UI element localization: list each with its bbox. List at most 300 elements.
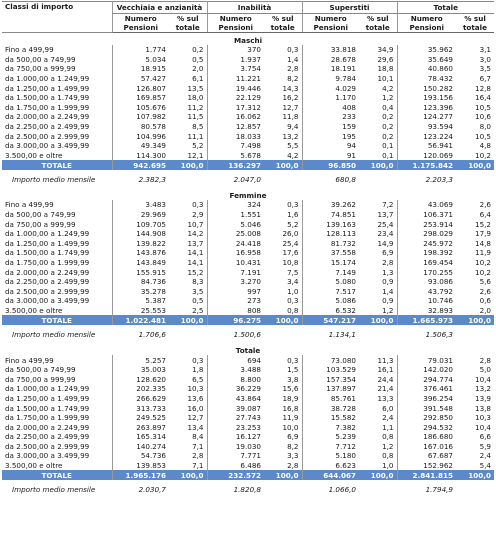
percent-cell: 7,2 <box>382 200 394 210</box>
count-cell: 1.937 <box>207 55 264 65</box>
percent-cell: 2,9 <box>192 210 204 220</box>
count-cell: 7.382 <box>302 422 359 432</box>
percent-cell: 8,2 <box>287 74 299 84</box>
percent-cell: 6,5 <box>192 374 204 384</box>
percent-cell: 12,8 <box>475 83 492 93</box>
percent-cell: 1,3 <box>382 267 394 277</box>
sub-header-percent: % sul totale <box>359 14 397 33</box>
count-cell: 139.163 <box>302 219 359 229</box>
average-row <box>2 325 494 343</box>
count-cell: 694 <box>207 355 264 365</box>
count-cell: 198.392 <box>397 248 456 258</box>
count-cell: 56.941 <box>397 141 456 151</box>
total-percent-cell: 100,0 <box>264 315 302 325</box>
count-cell: 5.239 <box>302 432 359 442</box>
class-label: da 1.000,00 a 1.249,99 <box>5 384 90 394</box>
class-label: da 2.250,00 a 2.499,99 <box>5 277 90 287</box>
class-label: da 1.750,00 a 1.999,99 <box>5 413 90 423</box>
percent-cell: 8,0 <box>479 122 492 132</box>
count-cell: 5.086 <box>302 296 359 306</box>
count-cell: 67.687 <box>397 451 456 461</box>
count-cell: 35.278 <box>112 286 169 296</box>
percent-cell: 13,5 <box>187 83 204 93</box>
count-cell: 84.736 <box>112 277 169 287</box>
percent-cell: 0,3 <box>287 200 299 210</box>
table-row <box>2 355 494 365</box>
percent-cell: 0,3 <box>287 45 299 55</box>
percent-cell: 13,9 <box>475 393 492 403</box>
table-row <box>2 258 494 268</box>
percent-cell: 11,8 <box>282 112 299 122</box>
count-cell: 3.488 <box>207 365 264 375</box>
percent-cell: 0,5 <box>192 296 204 306</box>
count-cell: 43.864 <box>207 394 264 404</box>
percent-cell: 0,9 <box>382 296 394 306</box>
percent-cell: 2,0 <box>479 305 492 315</box>
percent-cell: 14,1 <box>187 257 204 267</box>
count-cell: 19.030 <box>207 442 264 452</box>
count-cell: 313.733 <box>112 403 169 413</box>
count-cell: 5.034 <box>112 55 169 65</box>
percent-cell: 14,2 <box>187 229 204 239</box>
average-label: Importo medio mensile <box>12 329 96 339</box>
count-cell: 5.257 <box>112 355 169 365</box>
count-cell: 128.113 <box>302 229 359 239</box>
average-value: 2.382,3 <box>138 174 166 184</box>
class-label: da 1.250,00 a 1.499,99 <box>5 238 90 248</box>
count-cell: 7.498 <box>207 141 264 151</box>
average-value: 2.203,3 <box>425 174 453 184</box>
table-row <box>2 384 494 394</box>
percent-cell: 13,2 <box>282 131 299 141</box>
total-percent-cell: 100,0 <box>456 315 494 325</box>
header-row-groups <box>2 2 494 14</box>
percent-cell: 16,2 <box>282 93 299 103</box>
percent-cell: 10,4 <box>475 374 492 384</box>
count-cell: 11.221 <box>207 74 264 84</box>
percent-cell: 0,5 <box>192 54 204 64</box>
pensions-table <box>2 1 494 498</box>
percent-cell: 7,1 <box>192 441 204 451</box>
count-cell: 105.676 <box>112 103 169 113</box>
group-header-inabilita: Inabilità <box>207 2 302 14</box>
percent-cell: 1,0 <box>382 461 394 471</box>
count-cell: 37.558 <box>302 248 359 258</box>
count-cell: 6.486 <box>207 461 264 471</box>
count-cell: 1.170 <box>302 93 359 103</box>
table-row <box>2 403 494 413</box>
percent-cell: 10,3 <box>475 413 492 423</box>
percent-cell: 0,1 <box>382 141 394 151</box>
percent-cell: 0,3 <box>192 200 204 210</box>
count-cell: 27.743 <box>207 413 264 423</box>
section-title: Femmine <box>229 191 267 201</box>
class-label: da 2.000,00 a 2.249,99 <box>5 112 90 122</box>
class-label: da 1.000,00 a 1.249,99 <box>5 74 90 84</box>
blank-cell <box>359 170 397 188</box>
average-row <box>2 170 494 188</box>
percent-cell: 10,7 <box>187 219 204 229</box>
percent-cell: 11,9 <box>475 248 492 258</box>
table-row <box>2 219 494 229</box>
count-cell: 18.191 <box>302 64 359 74</box>
total-row <box>2 470 494 480</box>
count-cell: 93.086 <box>397 277 456 287</box>
table-row <box>2 45 494 55</box>
count-cell: 128.620 <box>112 374 169 384</box>
percent-cell: 0,8 <box>382 432 394 442</box>
percent-cell: 6,9 <box>382 248 394 258</box>
total-count-cell: 1.665.973 <box>397 315 456 325</box>
class-label: da 1.250,00 a 1.499,99 <box>5 393 90 403</box>
count-cell: 22.129 <box>207 93 264 103</box>
total-count-cell: 232.572 <box>207 470 264 480</box>
table-row <box>2 413 494 423</box>
percent-cell: 10,8 <box>282 257 299 267</box>
percent-cell: 5,4 <box>479 461 492 471</box>
count-cell: 80.578 <box>112 122 169 132</box>
percent-cell: 24,4 <box>377 374 394 384</box>
percent-cell: 18,9 <box>282 393 299 403</box>
count-cell: 36.229 <box>207 384 264 394</box>
percent-cell: 8,3 <box>192 277 204 287</box>
count-cell: 24.418 <box>207 239 264 249</box>
count-cell: 7.149 <box>302 267 359 277</box>
average-label: Importo medio mensile <box>12 174 96 184</box>
total-percent-cell: 100,0 <box>359 315 397 325</box>
count-cell: 150.282 <box>397 83 456 93</box>
total-count-cell: 1.022.481 <box>112 315 169 325</box>
count-cell: 16.127 <box>207 432 264 442</box>
table-row <box>2 394 494 404</box>
table-row <box>2 239 494 249</box>
count-cell: 376.461 <box>397 384 456 394</box>
class-label: da 750,00 a 999,99 <box>5 374 76 384</box>
sub-header-percent: % sul totale <box>264 14 302 33</box>
count-cell: 808 <box>207 306 264 316</box>
class-label: Fino a 499,99 <box>5 355 54 365</box>
percent-cell: 0,4 <box>382 102 394 112</box>
class-label: da 2.500,00 a 2.999,99 <box>5 441 90 451</box>
section-title-row <box>2 343 494 355</box>
table-row <box>2 306 494 316</box>
count-cell: 39.262 <box>302 200 359 210</box>
table-row <box>2 131 494 141</box>
table-row <box>2 141 494 151</box>
average-value: 2.047,0 <box>233 174 261 184</box>
count-cell: 93.594 <box>397 122 456 132</box>
count-cell: 104.996 <box>112 131 169 141</box>
count-cell: 28.678 <box>302 55 359 65</box>
count-cell: 140.274 <box>112 442 169 452</box>
class-label: da 1.250,00 a 1.499,99 <box>5 83 90 93</box>
total-percent-cell: 100,0 <box>169 470 207 480</box>
percent-cell: 0,2 <box>382 112 394 122</box>
percent-cell: 3,8 <box>287 374 299 384</box>
class-label: da 1.750,00 a 1.999,99 <box>5 102 90 112</box>
count-cell: 292.850 <box>397 413 456 423</box>
count-cell: 23.253 <box>207 422 264 432</box>
percent-cell: 2,6 <box>479 200 492 210</box>
percent-cell: 23,4 <box>377 229 394 239</box>
count-cell: 193.156 <box>397 93 456 103</box>
percent-cell: 5,5 <box>287 141 299 151</box>
total-percent-cell: 100,0 <box>359 160 397 170</box>
average-value: 1.134,1 <box>328 329 356 339</box>
total-percent-cell: 100,0 <box>359 470 397 480</box>
count-cell: 106.371 <box>397 210 456 220</box>
count-cell: 233 <box>302 112 359 122</box>
total-count-cell: 2.841.815 <box>397 470 456 480</box>
percent-cell: 25,4 <box>377 219 394 229</box>
percent-cell: 1,0 <box>287 286 299 296</box>
sub-header-numero: Numero Pensioni <box>112 14 169 33</box>
percent-cell: 5,9 <box>479 441 492 451</box>
count-cell: 49.349 <box>112 141 169 151</box>
total-count-cell: 547.217 <box>302 315 359 325</box>
percent-cell: 0,8 <box>382 451 394 461</box>
group-header-superstiti: Superstiti <box>302 2 397 14</box>
count-cell: 6.532 <box>302 306 359 316</box>
count-cell: 7.771 <box>207 451 264 461</box>
count-cell: 8.800 <box>207 374 264 384</box>
blank-cell <box>169 170 207 188</box>
count-cell: 7.517 <box>302 286 359 296</box>
blank-cell <box>169 480 207 498</box>
table-row <box>2 432 494 442</box>
percent-cell: 3,4 <box>287 277 299 287</box>
count-cell: 370 <box>207 45 264 55</box>
total-row <box>2 315 494 325</box>
count-cell: 38.728 <box>302 403 359 413</box>
total-count-cell: 1.175.842 <box>397 160 456 170</box>
percent-cell: 13,7 <box>187 238 204 248</box>
table-row <box>2 422 494 432</box>
section-title-row <box>2 188 494 200</box>
percent-cell: 0,1 <box>382 150 394 160</box>
class-label: da 2.500,00 a 2.999,99 <box>5 131 90 141</box>
sub-header-numero: Numero Pensioni <box>302 14 359 33</box>
count-cell: 94 <box>302 141 359 151</box>
percent-cell: 13,6 <box>187 393 204 403</box>
count-cell: 114.300 <box>112 151 169 161</box>
blank-cell <box>456 325 494 343</box>
count-cell: 15.582 <box>302 413 359 423</box>
table-row <box>2 248 494 258</box>
percent-cell: 1,2 <box>382 305 394 315</box>
count-cell: 142.020 <box>397 365 456 375</box>
total-percent-cell: 100,0 <box>456 160 494 170</box>
percent-cell: 2,8 <box>192 451 204 461</box>
count-cell: 43.792 <box>397 286 456 296</box>
percent-cell: 7,1 <box>192 461 204 471</box>
average-value: 680,8 <box>335 174 356 184</box>
percent-cell: 1,5 <box>287 365 299 375</box>
percent-cell: 5,2 <box>287 219 299 229</box>
percent-cell: 16,1 <box>377 365 394 375</box>
sub-header-percent: % sul totale <box>456 14 494 33</box>
percent-cell: 5,2 <box>192 141 204 151</box>
percent-cell: 13,3 <box>377 393 394 403</box>
count-cell: 9.784 <box>302 74 359 84</box>
section-title: Maschi <box>233 36 263 45</box>
count-cell: 35.649 <box>397 55 456 65</box>
table-row <box>2 374 494 384</box>
percent-cell: 10,4 <box>475 422 492 432</box>
percent-cell: 16,0 <box>187 403 204 413</box>
average-value: 1.820,8 <box>233 484 261 494</box>
percent-cell: 6,1 <box>192 74 204 84</box>
class-label: da 1.750,00 a 1.999,99 <box>5 257 90 267</box>
total-label: TOTALE <box>2 160 112 170</box>
table-row <box>2 64 494 74</box>
percent-cell: 16,8 <box>282 403 299 413</box>
count-cell: 109.705 <box>112 219 169 229</box>
total-count-cell: 96.275 <box>207 315 264 325</box>
percent-cell: 0,6 <box>479 296 492 306</box>
class-label: 3.500,00 e oltre <box>5 305 63 315</box>
percent-cell: 4,2 <box>382 83 394 93</box>
table-row <box>2 151 494 161</box>
count-cell: 324 <box>207 200 264 210</box>
table-row <box>2 122 494 132</box>
count-cell: 3.754 <box>207 64 264 74</box>
count-cell: 294.774 <box>397 374 456 384</box>
percent-cell: 11,3 <box>377 355 394 365</box>
count-cell: 40.860 <box>397 64 456 74</box>
count-cell: 139.853 <box>112 461 169 471</box>
total-percent-cell: 100,0 <box>264 160 302 170</box>
average-value: 1.506,3 <box>425 329 453 339</box>
percent-cell: 10,1 <box>377 74 394 84</box>
percent-cell: 14,1 <box>187 248 204 258</box>
count-cell: 54.736 <box>112 451 169 461</box>
count-cell: 3.270 <box>207 277 264 287</box>
count-cell: 137.897 <box>302 384 359 394</box>
percent-cell: 6,0 <box>382 403 394 413</box>
count-cell: 43.069 <box>397 200 456 210</box>
percent-cell: 10,2 <box>475 267 492 277</box>
count-cell: 79.031 <box>397 355 456 365</box>
class-label: da 2.250,00 a 2.499,99 <box>5 122 90 132</box>
percent-cell: 10,5 <box>475 102 492 112</box>
count-cell: 5.046 <box>207 219 264 229</box>
count-cell: 126.807 <box>112 83 169 93</box>
percent-cell: 1,4 <box>287 54 299 64</box>
percent-cell: 11,1 <box>187 131 204 141</box>
percent-cell: 18,8 <box>377 64 394 74</box>
table-row <box>2 267 494 277</box>
percent-cell: 1,4 <box>382 286 394 296</box>
percent-cell: 0,3 <box>287 296 299 306</box>
blank-cell <box>169 325 207 343</box>
total-label: TOTALE <box>2 315 112 325</box>
percent-cell: 2,8 <box>287 461 299 471</box>
class-label: da 1.500,00 a 1.749,99 <box>5 93 90 103</box>
count-cell: 10.431 <box>207 258 264 268</box>
percent-cell: 10,6 <box>475 112 492 122</box>
count-cell: 408 <box>302 103 359 113</box>
count-cell: 167.016 <box>397 442 456 452</box>
total-count-cell: 96.850 <box>302 160 359 170</box>
total-count-cell: 942.695 <box>112 160 169 170</box>
percent-cell: 3,3 <box>287 451 299 461</box>
percent-cell: 14,9 <box>377 238 394 248</box>
percent-cell: 0,2 <box>382 131 394 141</box>
percent-cell: 15,2 <box>187 267 204 277</box>
total-count-cell: 644.067 <box>302 470 359 480</box>
percent-cell: 8,4 <box>192 432 204 442</box>
table-row <box>2 200 494 210</box>
blank-cell <box>456 170 494 188</box>
percent-cell: 15,6 <box>282 384 299 394</box>
class-header: Classi di importo <box>2 2 112 33</box>
percent-cell: 5,6 <box>479 277 492 287</box>
average-label: Importo medio mensile <box>12 484 96 494</box>
percent-cell: 12,1 <box>187 150 204 160</box>
percent-cell: 0,3 <box>287 355 299 365</box>
percent-cell: 18,0 <box>187 93 204 103</box>
percent-cell: 2,4 <box>479 451 492 461</box>
count-cell: 5.180 <box>302 451 359 461</box>
count-cell: 18.033 <box>207 131 264 141</box>
percent-cell: 3,0 <box>479 54 492 64</box>
count-cell: 997 <box>207 286 264 296</box>
blank-cell <box>359 325 397 343</box>
total-count-cell: 136.297 <box>207 160 264 170</box>
class-label: da 2.250,00 a 2.499,99 <box>5 432 90 442</box>
class-label: da 500,00 a 749,99 <box>5 54 76 64</box>
percent-cell: 21,4 <box>377 384 394 394</box>
table-body <box>2 33 494 499</box>
percent-cell: 26,0 <box>282 229 299 239</box>
count-cell: 120.069 <box>397 151 456 161</box>
count-cell: 6.623 <box>302 461 359 471</box>
count-cell: 143.849 <box>112 258 169 268</box>
percent-cell: 16,4 <box>475 93 492 103</box>
count-cell: 107.982 <box>112 112 169 122</box>
count-cell: 202.335 <box>112 384 169 394</box>
count-cell: 91 <box>302 151 359 161</box>
blank-cell <box>456 480 494 498</box>
count-cell: 273 <box>207 296 264 306</box>
percent-cell: 4,2 <box>287 150 299 160</box>
average-value: 2.030,7 <box>138 484 166 494</box>
percent-cell: 2,8 <box>382 257 394 267</box>
count-cell: 3.483 <box>112 200 169 210</box>
percent-cell: 2,0 <box>192 64 204 74</box>
count-cell: 10.746 <box>397 296 456 306</box>
count-cell: 170.255 <box>397 267 456 277</box>
percent-cell: 6,4 <box>479 210 492 220</box>
count-cell: 186.680 <box>397 432 456 442</box>
table-row <box>2 296 494 306</box>
percent-cell: 8,2 <box>287 441 299 451</box>
count-cell: 12.857 <box>207 122 264 132</box>
count-cell: 152.962 <box>397 461 456 471</box>
group-header-vecchiaia: Vecchiaia e anzianità <box>112 2 207 14</box>
count-cell: 195 <box>302 131 359 141</box>
count-cell: 144.908 <box>112 229 169 239</box>
total-percent-cell: 100,0 <box>264 470 302 480</box>
percent-cell: 3,5 <box>479 64 492 74</box>
percent-cell: 2,6 <box>479 286 492 296</box>
total-label: TOTALE <box>2 470 112 480</box>
table-row <box>2 365 494 375</box>
table-row <box>2 112 494 122</box>
count-cell: 32.893 <box>397 306 456 316</box>
count-cell: 35.003 <box>112 365 169 375</box>
